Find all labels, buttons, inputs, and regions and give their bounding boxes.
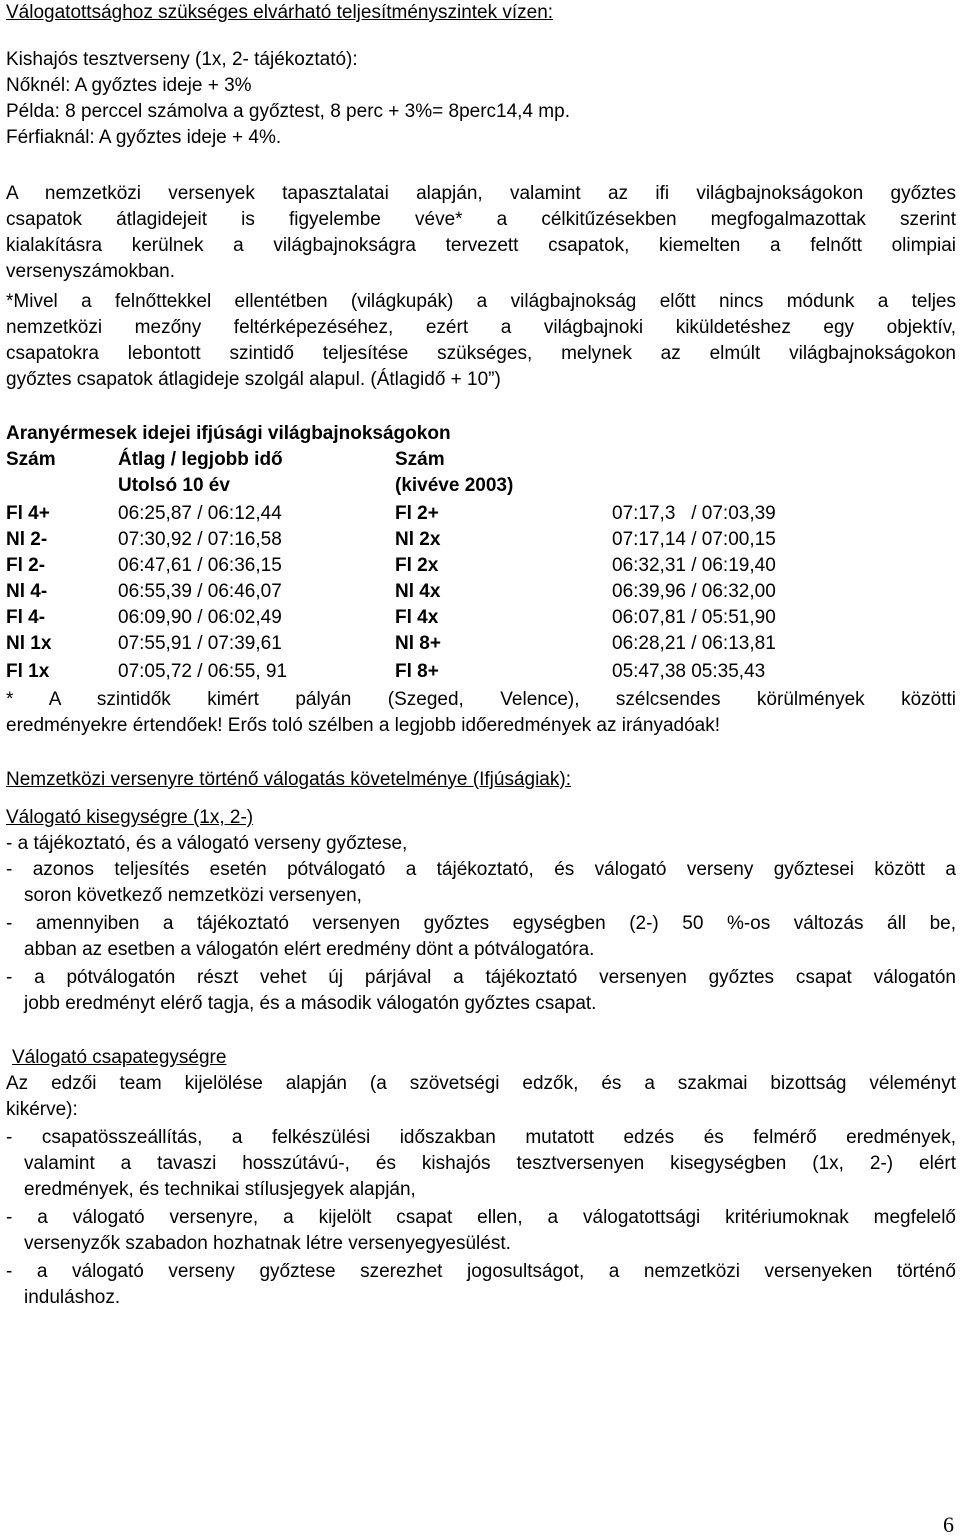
event-cell: Fl 4+: [6, 503, 50, 524]
list-item-cont: induláshoz.: [24, 1287, 121, 1308]
list-item: - azonos teljesítés esetén pótválogató a tájékoztató, és válogató verseny győztesei között a: [6, 859, 956, 880]
section-intro: Az edzői team kijelölése alapján (a szövetségi edzők, és a szakmai bizottság véleményt: [6, 1073, 956, 1094]
paragraph-line: csapatokra lebontott szintidő teljesítése szükséges, melynek az elmúlt világbajnokságokon: [6, 343, 956, 364]
time-cell: 07:17,14 / 07:00,15: [612, 529, 776, 550]
event-cell: Nl 4x: [395, 581, 441, 602]
list-item-cont: jobb eredményt elérő tagja, és a második válogatón győztes csapat.: [24, 993, 597, 1014]
list-item: - a pótválogatón részt vehet új párjával a tájékoztató versenyen győztes csapat válogatón: [6, 967, 956, 988]
heading-international: Nemzetközi versenyre történő válogatás követelménye (Ifjúságiak):: [6, 769, 571, 790]
paragraph-line: nemzetközi mezőny feltérképezéséhez, ezért a világbajnoki kiküldetéshez egy objektív,: [6, 317, 956, 338]
paragraph-line: *Mivel a felnőttekkel ellentétben (világkupák) a világbajnokság előtt nincs módunk a teljes: [6, 291, 956, 312]
section-title-team: Válogató csapategységre: [12, 1047, 227, 1068]
event-cell: Nl 8+: [395, 633, 441, 654]
table-header-event2: Szám: [395, 449, 445, 470]
list-item-cont: eredmények, és technikai stílusjegyek alapján,: [24, 1179, 416, 1200]
time-cell: 06:47,61 / 06:36,15: [118, 555, 282, 576]
intro-line: Példa: 8 perccel számolva a győztest, 8 perc + 3%= 8perc14,4 mp.: [6, 101, 570, 122]
event-cell: Fl 2-: [6, 555, 46, 576]
list-item: - amennyiben a tájékoztató versenyen győztes egységben (2-) 50 %-os változás áll be,: [6, 913, 956, 934]
time-cell: 06:39,96 / 06:32,00: [612, 581, 776, 602]
time-cell: 06:32,31 / 06:19,40: [612, 555, 776, 576]
time-cell: 06:28,21 / 06:13,81: [612, 633, 776, 654]
list-item-cont: valamint a tavaszi hosszútávú-, és kishajós tesztversenyen kisegységben (1x, 2-) elért: [24, 1153, 956, 1174]
list-item: - csapatösszeállítás, a felkészülési időszakban mutatott edzés és felmérő eredmények,: [6, 1127, 956, 1148]
paragraph-line: A nemzetközi versenyek tapasztalatai alapján, valamint az ifi világbajnokságokon győztes: [6, 183, 956, 204]
event-cell: Fl 4x: [395, 607, 439, 628]
time-cell: 06:55,39 / 06:46,07: [118, 581, 282, 602]
intro-line: Férfiaknál: A győztes ideje + 4%.: [6, 127, 282, 148]
time-cell: 07:55,91 / 07:39,61: [118, 633, 282, 654]
time-cell: 07:05,72 / 06:55, 91: [118, 661, 288, 682]
paragraph-line: kialakításra kerülnek a világbajnokságra tervezett csapatok, kiemelten a felnőtt olimpiai: [6, 235, 956, 256]
page-number: 6: [943, 1512, 954, 1537]
section-intro: kikérve):: [6, 1099, 78, 1120]
table-title: Aranyérmesek idejei ifjúsági világbajnokságokon: [6, 423, 451, 444]
table-footnote: eredményekre értendőek! Erős toló szélben a legjobb időeredmények az irányadóak!: [6, 715, 720, 736]
list-item: - a válogató versenyre, a kijelölt csapat ellen, a válogatottsági kritériumoknak megfelelő: [6, 1207, 956, 1228]
time-cell: 06:25,87 / 06:12,44: [118, 503, 282, 524]
time-cell: 07:17,3 / 07:03,39: [612, 503, 776, 524]
table-header-time: Átlag / legjobb idő: [118, 449, 283, 470]
table-header-event2-sub: (kivéve 2003): [395, 475, 514, 496]
paragraph-line: csapatok átlagidejeit is figyelembe véve* a célkitűzésekben megfogalmazottak szerint: [6, 209, 956, 230]
table-header-time-sub: Utolsó 10 év: [118, 475, 230, 496]
list-item-cont: abban az esetben a válogatón elért eredmény dönt a pótválogatóra.: [24, 939, 595, 960]
list-item-cont: versenyzők szabadon hozhatnak létre versenyegyesülést.: [24, 1233, 511, 1254]
list-item-cont: soron következő nemzetközi versenyen,: [24, 885, 362, 906]
event-cell: Fl 4-: [6, 607, 46, 628]
time-cell: 07:30,92 / 07:16,58: [118, 529, 282, 550]
time-cell: 06:07,81 / 05:51,90: [612, 607, 776, 628]
event-cell: Nl 4-: [6, 581, 48, 602]
paragraph-line: versenyszámokban.: [6, 261, 175, 282]
section-title-single: Válogató kisegységre (1x, 2-): [6, 807, 254, 828]
event-cell: Fl 8+: [395, 661, 439, 682]
table-header-event: Szám: [6, 449, 56, 470]
time-cell: 05:47,38 05:35,43: [612, 661, 766, 682]
event-cell: Nl 2x: [395, 529, 441, 550]
event-cell: Fl 1x: [6, 661, 50, 682]
list-item: - a válogató verseny győztese szerezhet jogosultságot, a nemzetközi versenyeken történő: [6, 1261, 956, 1282]
paragraph-line: győztes csapatok átlagideje szolgál alapul. (Átlagidő + 10”): [6, 369, 501, 390]
time-cell: 06:09,90 / 06:02,49: [118, 607, 282, 628]
event-cell: Nl 2-: [6, 529, 48, 550]
event-cell: Fl 2+: [395, 503, 439, 524]
table-footnote: * A szintidők kimért pályán (Szeged, Velence), szélcsendes körülmények közötti: [6, 689, 956, 710]
list-item: - a tájékoztató, és a válogató verseny győztese,: [6, 833, 408, 854]
event-cell: Nl 1x: [6, 633, 52, 654]
heading-requirements: Válogatottsághoz szükséges elvárható teljesítményszintek vízen:: [6, 2, 554, 23]
event-cell: Fl 2x: [395, 555, 439, 576]
intro-line: Nőknél: A győztes ideje + 3%: [6, 75, 252, 96]
intro-line: Kishajós tesztverseny (1x, 2- tájékoztató):: [6, 49, 358, 70]
